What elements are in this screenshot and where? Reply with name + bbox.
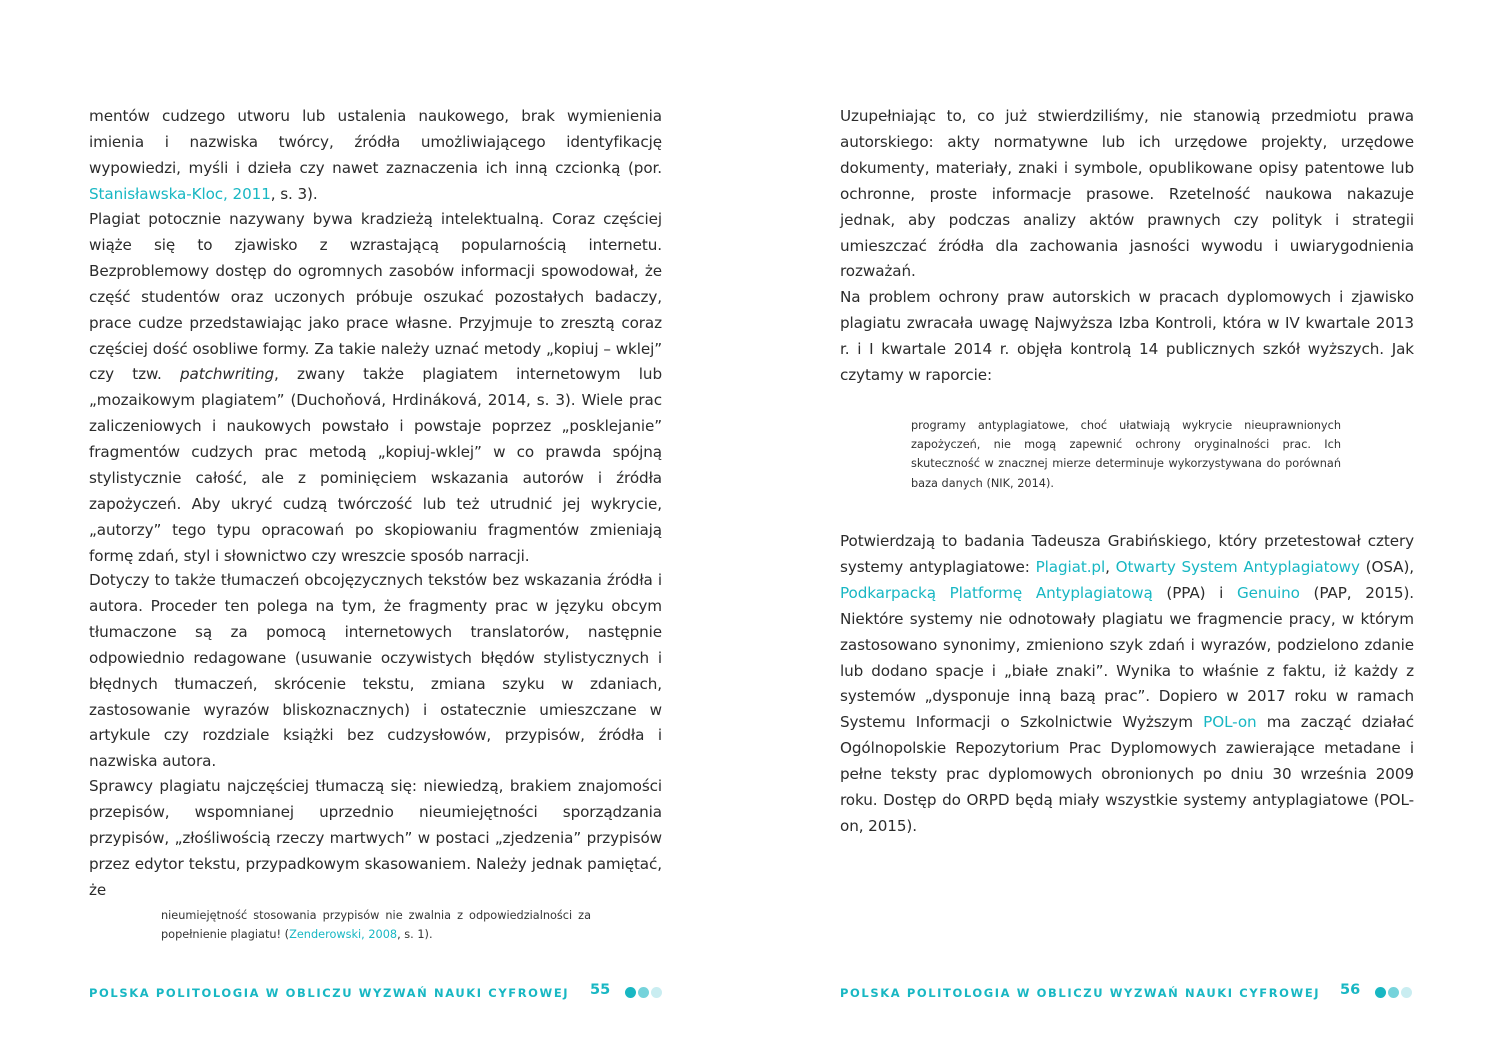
text: mentów cudzego utworu lub ustalenia naukowego, brak wymienienia imienia i nazwiska twórcy, źródła umożliwiającego identyfikację wypowiedzi, myśli i dzieła czy nawet zaznaczenia ich inną czcionką (por. (89, 107, 662, 177)
text: , (1105, 557, 1116, 576)
dot-icon (638, 987, 649, 998)
dot-icon (1401, 987, 1412, 998)
paragraph (840, 529, 1414, 840)
link-osa[interactable]: Otwarty System Antyplagiatowy (1115, 557, 1360, 576)
link-genuino[interactable]: Genuino (1237, 583, 1300, 602)
paragraph: Dotyczy to także tłumaczeń obcojęzycznych tekstów bez wskazania źródła i autora. Proceder ten polega na tym, że fragmenty prac w języku obcym tłumaczone są za pomocą internetowych translatorów, następnie odpowiednio redagowane (usuwanie oczywistych błędów stylistycznych i błędnych tłumaczeń, skrócenie tekstu, zmiana szyku w zdaniach, zastosowanie wyrazów bliskoznacznych) i ostatecznie umieszczane w artykule czy rozdziale książki bez cudzysłowów, przypisów, źródła i nazwiska autora. (89, 571, 662, 771)
paragraph: Na problem ochrony praw autorskich w pracach dyplomowych i zjawisko plagiatu zwracała uwagę Najwyższa Izba Kontroli, która w IV kwartale 2013 r. i I kwartale 2014 r. objęła kontrolą 14 publicznych szkół wyższych. Jak czytamy w raporcie: (840, 288, 1414, 384)
text: (PAP, 2015). Niektóre systemy nie odnotowały plagiatu we fragmencie pracy, w którym zastosowano synonimy, zmieniono szyk zdań i wyrazów, podzielono zdanie lub dodano spacje i „białe znaki”. Wynika to właśnie z faktu, iż każdy z systemów „dysponuje inną bazą prac”. Dopiero w 2017 roku w ramach Systemu Informacji o Szkolnictwie Wyższym (840, 583, 1415, 732)
text: , s. 1). (397, 928, 433, 942)
block-quote (161, 906, 591, 944)
text: (PPA) i (1152, 583, 1237, 602)
link-ppa[interactable]: Podkarpacką Platformę Antyplagiatową (840, 583, 1153, 602)
text: Potwierdzają to badania Tadeusza Grabińskiego, który przetestował cztery systemy antyplagiatowe: (840, 532, 1414, 576)
text: , s. 3). (270, 184, 318, 203)
dot-icon (1388, 987, 1399, 998)
paragraph: Uzupełniając to, co już stwierdziliśmy, nie stanowią przedmiotu prawa autorskiego: akty normatywne lub ich urzędowe projekty, urzędowe dokumenty, materiały, znaki i symbole, opublikowane opisy patentowe lub ochronne, proste informacje prasowe. Rzetelność naukowa nakazuje jednak, aby podczas analizy aktów prawnych czy polityk i strategii umieszczać źródła dla zachowania jasności wywodu i uwiarygodnienia rozważań. (840, 107, 1414, 281)
text: (OSA), (1359, 557, 1414, 576)
page-number: 56 (1340, 982, 1361, 998)
link-plagiat-pl[interactable]: Plagiat.pl (1035, 557, 1106, 576)
link-pol-on[interactable]: POL-on (1203, 713, 1257, 732)
decorative-dots (1375, 987, 1414, 998)
dot-icon (1375, 987, 1386, 998)
citation-link[interactable]: Stanisławska-Kloc, 2011 (89, 184, 271, 203)
paragraph: Sprawcy plagiatu najczęściej tłumaczą się: niewiedzą, brakiem znajomości przepisów, wspomnianej uprzednio nieumiejętności sporządzania przypisów, „złośliwością rzeczy martwych” w postaci „zjedzenia” przypisów przez edytor tekstu, przypadkowym skasowaniem. Należy jednak pamiętać, że (89, 777, 662, 899)
page-number: 55 (590, 982, 611, 998)
text: ma zacząć działać Ogólnopolskie Repozytorium Prac Dyplomowych zawierające metadane i pełne teksty prac dyplomowych obronionych po dniu 30 września 2009 roku. Dostęp do ORPD będą miały wszystkie systemy antyplagiatowe (POL-on, 2015). (840, 713, 1414, 835)
dot-icon (625, 987, 636, 998)
text: nieumiejętność stosowania przypisów nie zwalnia z odpowiedzialności za popełnienie plagiatu! ( (161, 909, 591, 942)
dot-icon (651, 987, 662, 998)
paragraph (89, 104, 662, 208)
decorative-dots (625, 987, 664, 998)
paragraph (89, 207, 662, 570)
running-title: POLSKA POLITOLOGIA W OBLICZU WYZWAŃ NAUKI CYFROWEJ (840, 986, 1321, 1000)
text: , zwany także plagiatem internetowym lub „mozaikowym plagiatem” (Duchoňová, Hrdináková, 2014, s. 3). Wiele prac zaliczeniowych i naukowych powstało i powstaje poprzez „posklejanie” fragmentów cudzych prac metodą „kopiuj-wklej” w co prawda spójną stylistycznie całość, ale z pominięciem wskazania autorów i źródła zapożyczeń. Aby ukryć cudzą twórczość lub też utrudnić jej wykrycie, „autorzy” tego typu opracowań po skopiowaniu fragmentów zmieniają formę zdań, styl i słownictwo czy wreszcie sposób narracji. (89, 365, 662, 565)
citation-link[interactable]: Zenderowski, 2008 (289, 928, 398, 942)
running-title: POLSKA POLITOLOGIA W OBLICZU WYZWAŃ NAUKI CYFROWEJ (89, 986, 570, 1000)
block-quote: programy antyplagiatowe, choć ułatwiają wykrycie nieuprawnionych zapożyczeń, nie mogą zapewnić ochrony oryginalności prac. Ich skuteczność w znacznej mierze determinuje wykorzystywana do porównań baza danych (NIK, 2014). (911, 419, 1341, 490)
text: Plagiat potocznie nazywany bywa kradzieżą intelektualną. Coraz częściej wiąże się to zjawisko z wzrastającą popularnością internetu. Bezproblemowy dostęp do ogromnych zasobów informacji spowodował, że część studentów oraz uczonych próbuje oszukać pozostałych badaczy, prace cudze przedstawiając jako prace własne. Przyjmuje to zresztą coraz częściej dość osobliwe formy. Za takie należy uznać metody „kopiuj – wklej” czy tzw. (89, 210, 662, 384)
right-page (750, 0, 1500, 1061)
italic-term: patchwriting (180, 365, 275, 384)
